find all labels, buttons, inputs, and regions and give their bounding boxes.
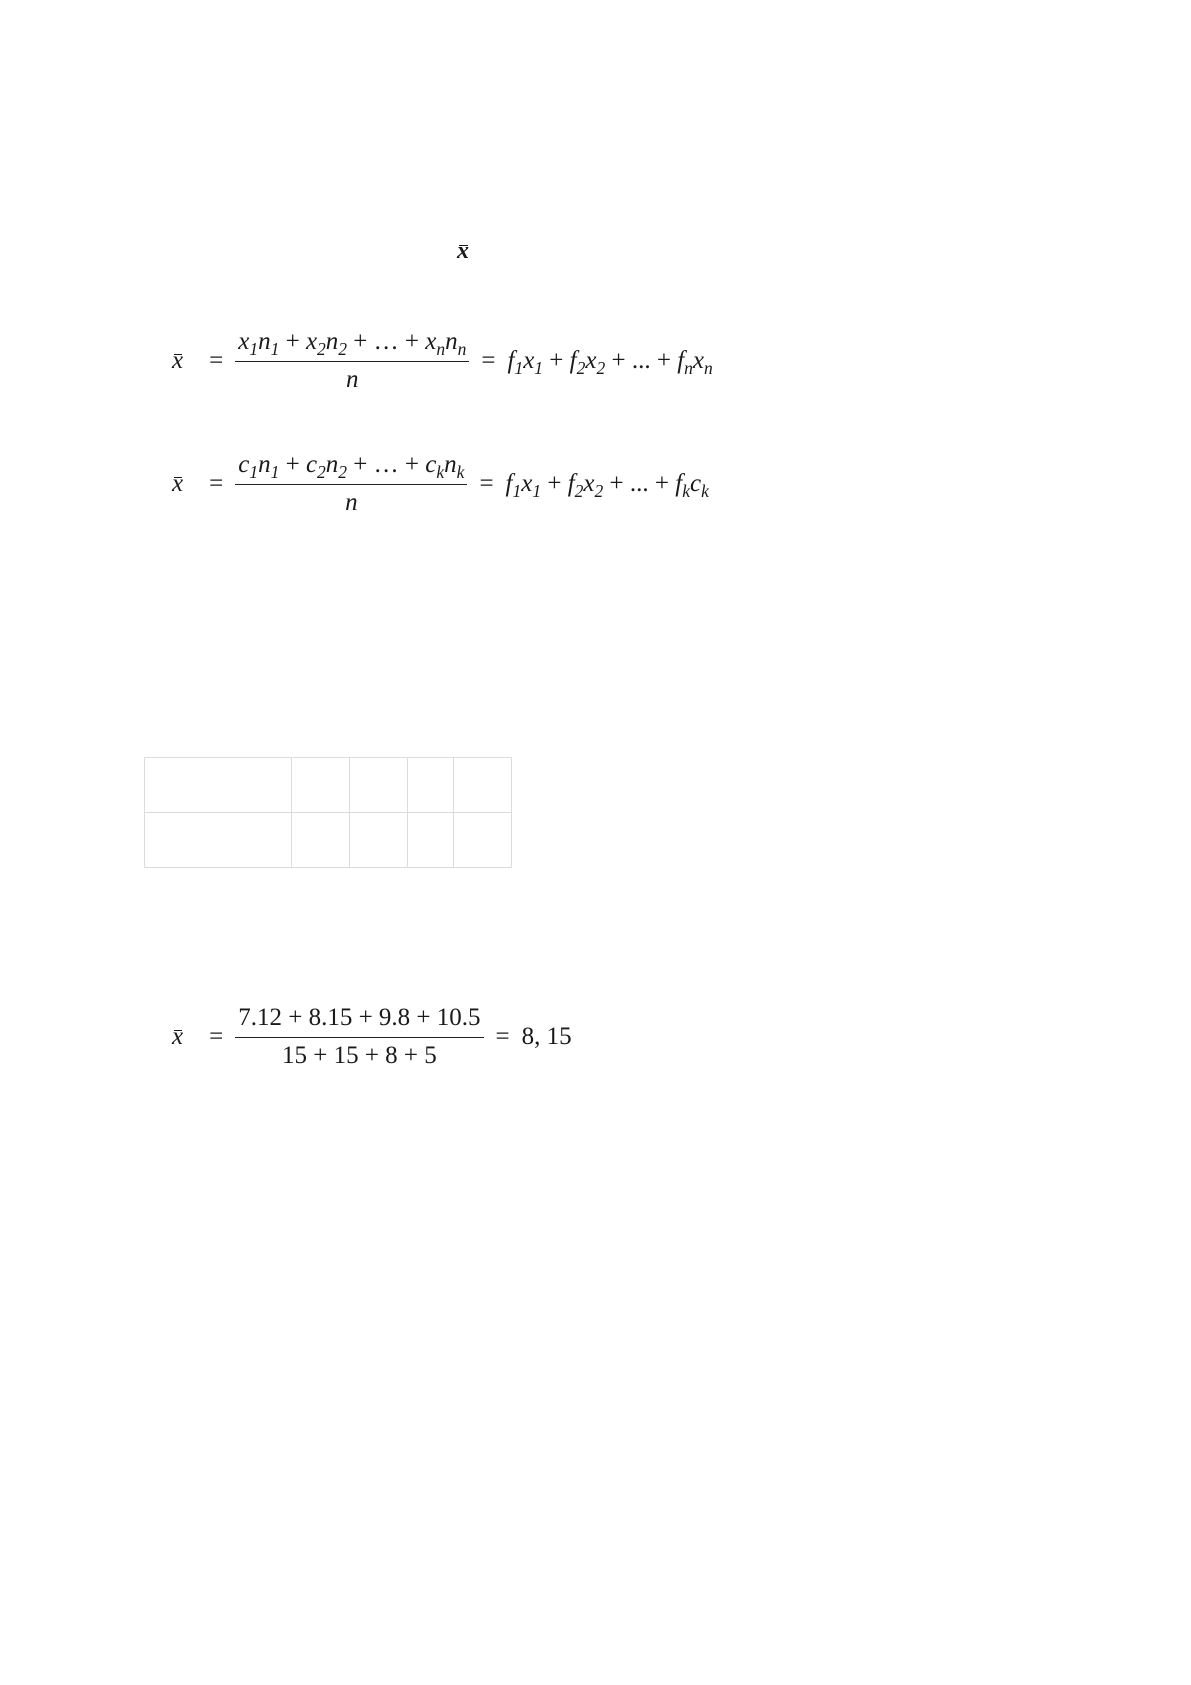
mean-example-calculation bbox=[172, 1004, 572, 1070]
mean-symbol: x bbox=[457, 238, 469, 264]
equals-sign: = bbox=[495, 1023, 510, 1050]
equals-sign: = bbox=[479, 470, 494, 497]
fraction-denominator: n bbox=[345, 489, 358, 516]
mean-symbol-heading bbox=[457, 238, 469, 265]
equals-sign: = bbox=[481, 347, 496, 374]
table-cell bbox=[408, 758, 454, 813]
equals-sign: = bbox=[209, 347, 224, 374]
table-cell bbox=[454, 813, 512, 868]
equals-sign: = bbox=[209, 1023, 224, 1050]
fraction-numerator: 7.12 + 8.15 + 9.8 + 10.5 bbox=[238, 1004, 481, 1031]
mean-symbol: x bbox=[172, 1023, 184, 1050]
weighted-sum: $f_1x_1 + f_2x_2$ + ... + $f_nx_n$ bbox=[507, 347, 713, 379]
table-cell bbox=[408, 813, 454, 868]
equals-sign: = bbox=[209, 470, 224, 497]
fraction-denominator: n bbox=[346, 366, 359, 393]
mean-symbol: x bbox=[172, 470, 184, 497]
fraction-numerator: $x_1n_1 + x_2n_2$ + … + $x_nn_n$ bbox=[238, 328, 467, 360]
mean-formula-ungrouped bbox=[172, 328, 713, 394]
fraction bbox=[235, 451, 467, 517]
table-cell bbox=[292, 758, 350, 813]
mean-symbol: x bbox=[172, 347, 184, 374]
result-value: 8, 15 bbox=[521, 1023, 572, 1050]
table-cell bbox=[454, 758, 512, 813]
table-row bbox=[145, 758, 512, 813]
fraction-numerator: $c_1n_1 + c_2n_2$ + … + $c_kn_k$ bbox=[238, 451, 465, 483]
table-cell bbox=[350, 813, 408, 868]
table-cell bbox=[292, 813, 350, 868]
mean-formula-grouped bbox=[172, 451, 709, 517]
weighted-sum: $f_1x_1 + f_2x_2$ + ... + $f_kc_k$ bbox=[505, 470, 709, 502]
fraction bbox=[235, 328, 469, 394]
table-cell bbox=[145, 813, 292, 868]
fraction bbox=[235, 1004, 483, 1070]
data-table bbox=[144, 757, 512, 868]
table-cell bbox=[350, 758, 408, 813]
table-row bbox=[145, 813, 512, 868]
table-cell bbox=[145, 758, 292, 813]
fraction-denominator: 15 + 15 + 8 + 5 bbox=[281, 1042, 437, 1069]
